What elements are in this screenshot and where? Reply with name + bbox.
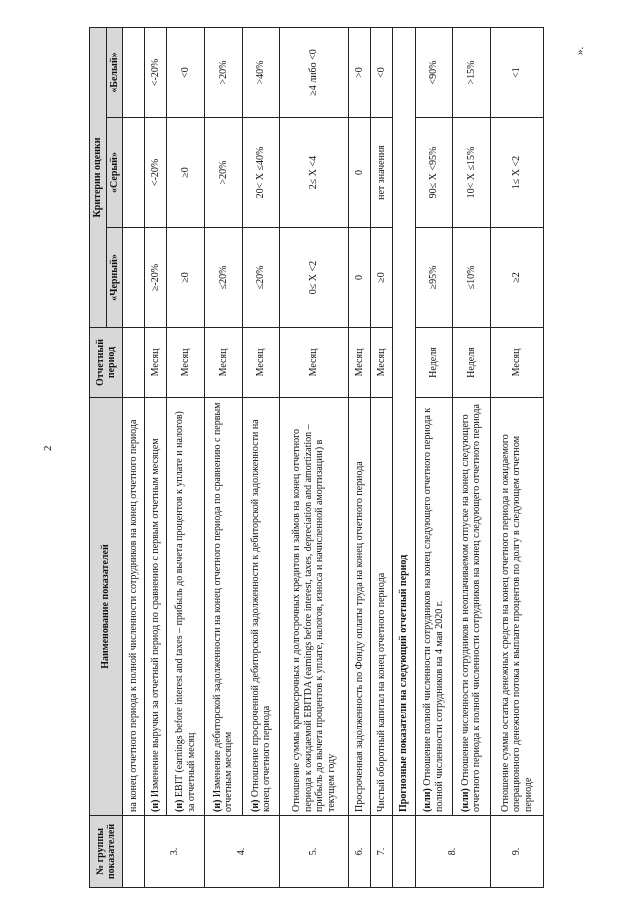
- table-row: [415, 28, 453, 888]
- header-group: № группы показателей: [90, 816, 123, 888]
- black-cell: 0≤ X <2: [280, 228, 349, 328]
- header-black: «Черный»: [106, 228, 123, 328]
- indicator-cell: [490, 398, 543, 816]
- black-cell: ≥-20%: [145, 228, 167, 328]
- indicator-text: Отношение численности сотрудников в неоплачиваемом отпуске на конец следующего отчетного периода к полной численности сотрудников на конец следующего отчетного периода: [459, 404, 483, 812]
- period-cell: Месяц: [145, 328, 167, 398]
- indicator-text: Отношение полной численности сотрудников на конец следующего отчетного периода к полной численности сотрудников на 4 мая 2020 г.: [422, 407, 445, 812]
- gray-cell: 10< X ≤15%: [453, 118, 491, 228]
- group-cell: 4.: [205, 816, 280, 888]
- indicator-cell: [280, 398, 349, 816]
- white-cell: <0: [167, 28, 205, 118]
- table-row: [205, 28, 243, 888]
- black-cell: ≤10%: [453, 228, 491, 328]
- black-cell: ≥2: [490, 228, 543, 328]
- indicator-cell: [348, 398, 370, 816]
- period-cell: Месяц: [167, 328, 205, 398]
- header-name: Наименование показателей: [90, 398, 123, 816]
- indicator-prefix: (и): [150, 799, 162, 812]
- white-cell: >15%: [453, 28, 491, 118]
- indicator-cell: [415, 398, 453, 816]
- gray-cell: [123, 118, 145, 228]
- period-cell: [123, 328, 145, 398]
- header-gray: «Серый»: [106, 118, 123, 228]
- indicator-prefix: (или): [422, 788, 434, 812]
- table-row: [280, 28, 349, 888]
- group-cell: [123, 816, 145, 888]
- indicator-text: Изменение дебиторской задолженности на конец отчетного периода по сравнению с первым отчетным месяцем: [211, 402, 235, 812]
- indicator-text: EBIT (earnings before interest and taxes – прибыль до вычета процентов к уплате и налогов) за отчетный месяц: [174, 411, 197, 812]
- black-cell: ≥0: [371, 228, 393, 328]
- indicator-text: Отношение суммы краткосрочных и долгосрочных кредитов и займов на конец отчетного периода к ожидаемой EBITDA (earnings before interest, taxes, depreciation and amortization – прибыль до вычета процентов к уплате, налогов, износа и начисленной амортизации) в текущем году: [291, 424, 337, 812]
- white-cell: <-20%: [145, 28, 167, 118]
- table-row: [348, 28, 370, 888]
- group-cell: 7.: [371, 816, 393, 888]
- indicator-prefix: (и): [249, 799, 261, 812]
- gray-cell: <-20%: [145, 118, 167, 228]
- gray-cell: 1≤ X <2: [490, 118, 543, 228]
- period-cell: Месяц: [205, 328, 243, 398]
- indicator-text: Отношение просроченной дебиторской задолженности к дебиторской задолженности на конец отчетного периода: [249, 419, 273, 812]
- indicator-cell: [145, 398, 167, 816]
- group-cell: 6.: [348, 816, 370, 888]
- closing-quote: ».: [574, 46, 586, 55]
- indicator-text: Отношение суммы остатка денежных средств на конец отчетного периода и ожидаемого операционного денежного потока к выплате процентов по долгу в следующем отчетном периоде: [499, 434, 534, 812]
- indicator-cell: [167, 398, 205, 816]
- indicator-prefix: (или): [459, 788, 471, 812]
- table-row: [145, 28, 167, 888]
- table-row: [490, 28, 543, 888]
- gray-cell: ≥0: [167, 118, 205, 228]
- period-cell: Месяц: [371, 328, 393, 398]
- indicator-cell: [242, 398, 280, 816]
- white-cell: >40%: [242, 28, 280, 118]
- period-cell: Месяц: [348, 328, 370, 398]
- table-row: [123, 28, 145, 888]
- table-row: [371, 28, 393, 888]
- period-cell: Неделя: [415, 328, 453, 398]
- black-cell: ≥0: [167, 228, 205, 328]
- white-cell: <1: [490, 28, 543, 118]
- black-cell: ≤20%: [205, 228, 243, 328]
- section-title: Прогнозные показатели на следующий отчетный период: [393, 28, 415, 816]
- gray-cell: нет значения: [371, 118, 393, 228]
- gray-cell: 2≤ X <4: [280, 118, 349, 228]
- period-cell: Месяц: [280, 328, 349, 398]
- group-cell: 9.: [490, 816, 543, 888]
- black-cell: 0: [348, 228, 370, 328]
- gray-cell: 90≤ X <95%: [415, 118, 453, 228]
- header-white: «Белый»: [106, 28, 123, 118]
- indicator-text: Просроченная задолженность по Фонду оплаты труда на конец отчетного периода: [353, 461, 365, 812]
- gray-cell: 20< X ≤40%: [242, 118, 280, 228]
- indicator-text: Чистый оборотный капитал на конец отчетного периода: [375, 572, 387, 812]
- section-row: [393, 28, 415, 888]
- gray-cell: >20%: [205, 118, 243, 228]
- group-cell: 5.: [280, 816, 349, 888]
- white-cell: >20%: [205, 28, 243, 118]
- table-row: [453, 28, 491, 888]
- table-row: [242, 28, 280, 888]
- header-period: Отчетный период: [90, 328, 123, 398]
- period-cell: Месяц: [242, 328, 280, 398]
- white-cell: >0: [348, 28, 370, 118]
- white-cell: ≥4 либо <0: [280, 28, 349, 118]
- indicator-prefix: (и): [174, 799, 186, 812]
- indicator-text: Изменение выручки за отчетный период по сравнению с первым отчетным месяцем: [150, 438, 162, 800]
- white-cell: <90%: [415, 28, 453, 118]
- black-cell: ≤20%: [242, 228, 280, 328]
- group-cell: 3.: [145, 816, 205, 888]
- page-number: 2: [42, 445, 54, 451]
- criteria-table: [89, 27, 544, 888]
- table-row: [167, 28, 205, 888]
- period-cell: Неделя: [453, 328, 491, 398]
- gray-cell: 0: [348, 118, 370, 228]
- group-cell: 8.: [415, 816, 490, 888]
- indicator-cell: [371, 398, 393, 816]
- indicator-cell: [453, 398, 491, 816]
- header-criteria: Критерии оценки: [90, 28, 107, 328]
- black-cell: ≥95%: [415, 228, 453, 328]
- indicator-cell: [123, 398, 145, 816]
- section-spacer: [393, 816, 415, 888]
- white-cell: [123, 28, 145, 118]
- period-cell: Месяц: [490, 328, 543, 398]
- indicator-prefix: (и): [211, 799, 223, 812]
- indicator-cell: [205, 398, 243, 816]
- rotated-table-container: [89, 28, 544, 888]
- indicator-text: на конец отчетного периода к полной численности сотрудников на конец отчетного периода: [127, 419, 139, 812]
- black-cell: [123, 228, 145, 328]
- white-cell: <0: [371, 28, 393, 118]
